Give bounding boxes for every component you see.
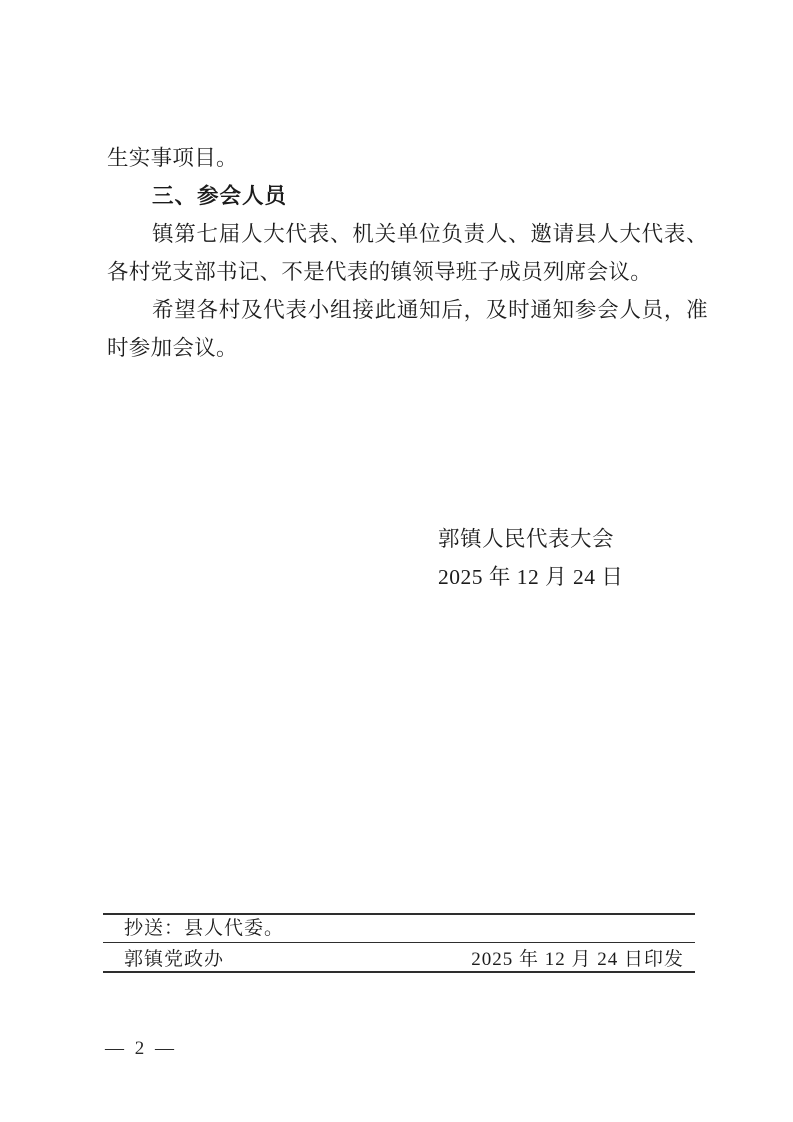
issuer-label: 郭镇党政办 (124, 948, 225, 970)
signature-date: 2025 年 12 月 24 日 (438, 565, 624, 589)
footer-imprint-block (103, 913, 695, 973)
imprint-line (103, 943, 695, 971)
print-date-label: 2025 年 12 月 24 日印发 (471, 948, 684, 970)
section-heading: 三、参会人员 (152, 184, 288, 208)
continuation-line: 生实事项目。 (107, 146, 238, 170)
document-body (107, 139, 708, 367)
paragraph-attendees: 镇第七届人大代表、机关单位负责人、邀请县人大代表、各村党支部书记、不是代表的镇领导班子成员列席会议。 (107, 222, 708, 284)
paragraph-notice: 希望各村及代表小组接此通知后，及时通知参会人员，准时参加会议。 (107, 298, 708, 360)
signature-block (438, 520, 623, 596)
signature-organization: 郭镇人民代表大会 (438, 527, 615, 551)
cc-line: 抄送：县人代委。 (103, 915, 695, 943)
page-number: — 2 — (105, 1038, 177, 1059)
